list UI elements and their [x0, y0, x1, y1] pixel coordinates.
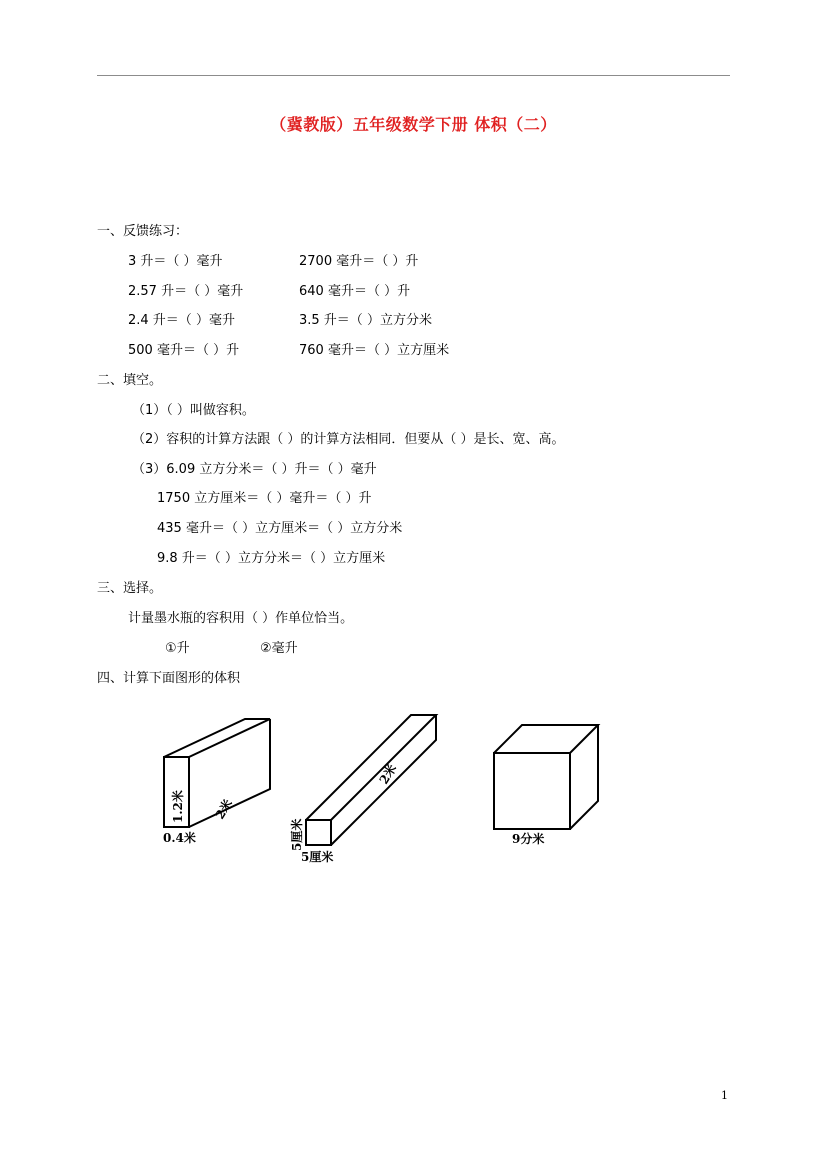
s2-q3-line3: 435 毫升＝（ ）立方厘米＝（ ）立方分米 — [157, 521, 403, 536]
s1-line4-right: 760 毫升＝（ ）立方厘米 — [299, 343, 450, 358]
s1-line1-right: 2700 毫升＝（ ）升 — [299, 254, 419, 269]
s3-option2: ②毫升 — [260, 641, 298, 656]
s1-line3-right: 3.5 升＝（ ）立方分米 — [299, 313, 432, 328]
fig1-width-label: 0.4米 — [163, 831, 196, 845]
fig3-edge-label: 9分米 — [512, 832, 545, 846]
s2-q1: （1）（ ）叫做容积。 — [132, 403, 255, 418]
fig1-length-label: 2米 — [212, 796, 236, 822]
section4-heading: 四、计算下面图形的体积 — [97, 671, 241, 686]
s3-question: 计量墨水瓶的容积用（ ）作单位恰当。 — [128, 611, 354, 626]
s2-q2: （2）容积的计算方法跟（ ）的计算方法相同．但要从（ ）是长、宽、高。 — [132, 432, 565, 447]
fig2-width-label: 5厘米 — [301, 850, 334, 864]
section1-heading: 一、反馈练习： — [97, 224, 189, 239]
figure2-bar — [306, 715, 436, 845]
header-rule — [97, 75, 730, 76]
s1-line1-left: 3 升＝（ ）毫升 — [128, 254, 223, 269]
s1-line3-left: 2.4 升＝（ ）毫升 — [128, 313, 235, 328]
s1-line4-left: 500 毫升＝（ ）升 — [128, 343, 240, 358]
fig2-length-label: 2米 — [376, 761, 400, 787]
page-title: （冀教版）五年级数学下册 体积（二） — [270, 115, 557, 134]
s1-line2-left: 2.57 升＝（ ）毫升 — [128, 284, 244, 299]
s2-q3-line2: 1750 立方厘米＝（ ）毫升＝（ ）升 — [157, 491, 372, 506]
section3-heading: 三、选择。 — [97, 581, 163, 596]
s3-option1: ①升 — [165, 641, 190, 656]
page-number: 1 — [721, 1089, 728, 1102]
s2-q3-line4: 9.8 升＝（ ）立方分米＝（ ）立方厘米 — [157, 551, 386, 566]
s1-line2-right: 640 毫升＝（ ）升 — [299, 284, 411, 299]
fig1-height-label: 1.2米 — [171, 790, 185, 823]
section2-heading: 二、填空。 — [97, 373, 163, 388]
solid-figures — [150, 705, 630, 875]
s2-q3-line1: （3）6.09 立方分米＝（ ）升＝（ ）毫升 — [132, 462, 377, 477]
figure3-cube — [494, 725, 598, 829]
fig2-height-label: 5厘米 — [290, 818, 304, 851]
